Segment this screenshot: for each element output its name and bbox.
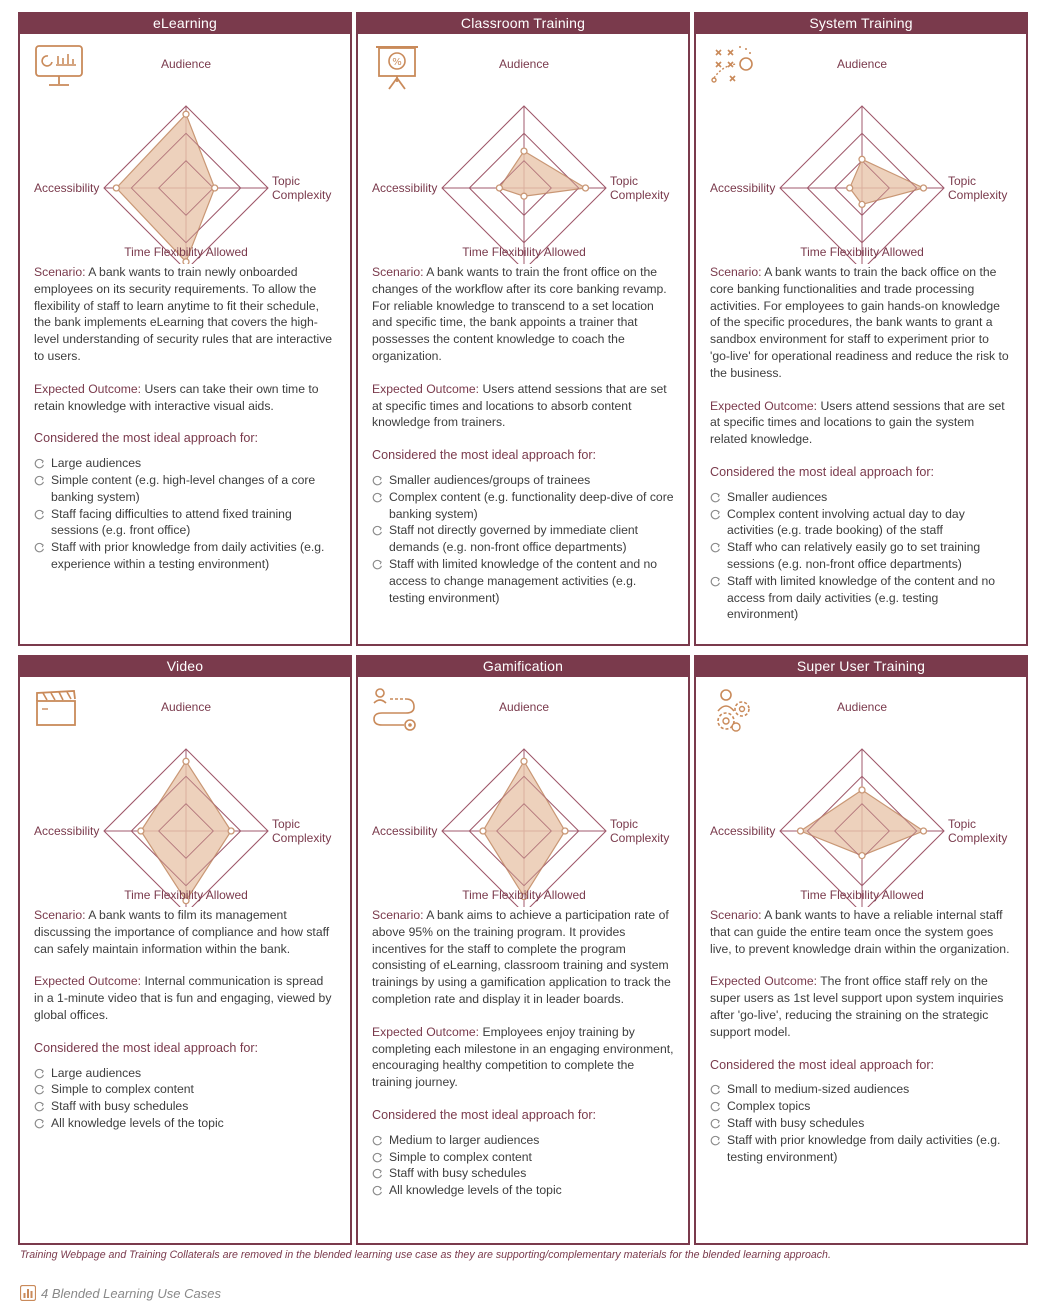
axis-label-accessibility: Accessibility: [372, 181, 438, 195]
bullet-icon: [710, 1101, 721, 1112]
outcome-text: Users can take their own time to retain knowledge with interactive visual aids.: [34, 381, 319, 413]
list-item-text: Staff with busy schedules: [51, 1099, 189, 1114]
list-item-text: Complex topics: [727, 1099, 811, 1114]
list-item: [710, 1098, 1012, 1115]
radar-point-topic: [228, 828, 234, 834]
list-item-text: Large audiences: [51, 1065, 142, 1080]
list-item: [372, 1149, 674, 1166]
expected-outcome: [372, 1024, 674, 1091]
list-item: [372, 489, 674, 523]
axis-label-topic: Topic: [948, 174, 977, 188]
bullet-icon: [34, 509, 45, 520]
ideal-list: [34, 1065, 336, 1132]
scenario: [34, 264, 336, 365]
radar-point-time: [521, 193, 527, 199]
list-item: [34, 1115, 336, 1132]
ideal-title: Considered the most ideal approach for:: [34, 431, 259, 446]
radar-point-time: [859, 201, 865, 207]
bullet-icon: [34, 1084, 45, 1095]
radar-data-area: [499, 151, 585, 196]
radar-point-access: [847, 185, 853, 191]
card-system-training: [694, 12, 1028, 646]
bullet-icon: [710, 1118, 721, 1129]
card-elearning: [18, 12, 352, 646]
bullet-icon: [34, 1101, 45, 1112]
scenario-text: A bank wants to train newly onboarded employees on its security requirements. To allow the flexibility of staff to learn anytime to fit their schedule, the bank implements eLearning that covers the high-level understanding of security rules that are interactive to users.: [34, 265, 333, 363]
list-item: [710, 1132, 1012, 1166]
outcome-label: Expected Outcome:: [372, 381, 480, 396]
expected-outcome: [372, 381, 674, 431]
outcome-label: Expected Outcome:: [372, 1024, 480, 1039]
scenario-label: Scenario:: [372, 265, 424, 279]
ideal-title: Considered the most ideal approach for:: [372, 448, 597, 463]
list-item-text: Staff with limited knowledge of the content and no access to change management activities (e.g. testing environment): [389, 556, 658, 605]
outcome-text: Employees enjoy training by completing each milestone in an engaging environment, encouraging healthy competition to complete the training journey.: [372, 1024, 674, 1090]
axis-label-topic: Topic: [610, 817, 639, 831]
ideal-list: [34, 455, 336, 573]
card-body: [20, 907, 350, 1132]
radar-point-audience: [859, 156, 865, 162]
card-super-user-training: [694, 655, 1028, 1245]
card-body: [20, 264, 350, 573]
list-item-text: Large audiences: [51, 456, 142, 471]
axis-label-topic: Topic: [948, 817, 977, 831]
list-item-text: All knowledge levels of the topic: [51, 1115, 224, 1130]
list-item-text: Smaller audiences: [727, 489, 828, 504]
expected-outcome: [34, 973, 336, 1023]
outcome-label: Expected Outcome:: [710, 974, 818, 989]
ideal-title: Considered the most ideal approach for:: [710, 464, 935, 479]
bullet-icon: [710, 1135, 721, 1146]
card-title: Super User Training: [696, 655, 1026, 677]
bullet-icon: [34, 458, 45, 469]
card-title: Classroom Training: [358, 12, 688, 34]
bullet-icon: [710, 576, 721, 587]
card-gamification: [356, 655, 690, 1245]
radar-point-topic: [562, 828, 568, 834]
list-item-text: Simple content (e.g. high-level changes of a core banking system): [51, 472, 316, 504]
list-item: [372, 522, 674, 556]
list-item: [34, 472, 336, 506]
bullet-icon: [710, 492, 721, 503]
list-item: [710, 539, 1012, 573]
bullet-icon: [372, 1185, 383, 1196]
axis-label-complexity: Complexity: [272, 831, 332, 845]
ideal-list: [372, 1132, 674, 1199]
ideal-title: Considered the most ideal approach for:: [34, 1040, 259, 1055]
list-item-text: Staff with limited knowledge of the content and no access from daily activities (e.g. testing environment): [727, 573, 996, 622]
radar-section: [358, 677, 688, 907]
axis-label-topic: Topic: [272, 174, 301, 188]
list-item: [710, 1081, 1012, 1098]
bullet-icon: [710, 509, 721, 520]
bullet-icon: [34, 1118, 45, 1129]
list-item-text: Smaller audiences/groups of trainees: [389, 472, 591, 487]
bullet-icon: [34, 542, 45, 553]
radar-point-topic: [583, 185, 589, 191]
scenario-label: Scenario:: [34, 265, 86, 279]
axis-label-time-flexibility: Time Flexibility Allowed: [124, 245, 248, 259]
outcome-text: Users attend sessions that are set at specific times and locations to absorb content knowledge from trainers.: [372, 381, 667, 430]
list-item: [34, 455, 336, 472]
scenario-text: A bank wants to film its management discussing the importance of compliance and how staff can safely maintain information within the bank.: [34, 908, 330, 956]
outcome-text: The front office staff rely on the super users as 1st level support upon system inquiries after 'go-live', reducing the straining on the strategic support model.: [710, 974, 1004, 1039]
list-item: [34, 1098, 336, 1115]
axis-label-complexity: Complexity: [272, 188, 332, 202]
radar-point-access: [480, 828, 486, 834]
list-item: [710, 506, 1012, 540]
radar-section: [696, 34, 1026, 264]
scenario-text: A bank wants to train the front office on the changes of the workflow after its core banking revamp. For reliable knowledge to transcend to a set location and specific time, the bank appoints a trainer that possesses the content knowledge to coach the organization.: [372, 265, 667, 363]
list-item-text: Staff not directly governed by immediate client demands (e.g. non-front office departments): [389, 523, 639, 555]
axis-label-accessibility: Accessibility: [372, 824, 438, 838]
radar-data-area: [801, 790, 924, 856]
bullet-icon: [372, 1152, 383, 1163]
axis-label-complexity: Complexity: [948, 188, 1008, 202]
list-item: [372, 1132, 674, 1149]
footnote: Training Webpage and Training Collaterals are removed in the blended learning use case as they are supporting/complementary materials for the blended learning approach.: [20, 1249, 831, 1261]
radar-point-topic: [921, 828, 927, 834]
ideal-list: [372, 472, 674, 606]
page-label-text: 4 Blended Learning Use Cases: [41, 1285, 221, 1301]
radar-point-topic: [212, 185, 218, 191]
radar-data-area: [141, 761, 231, 900]
list-item-text: Simple to complex content: [389, 1149, 532, 1164]
list-item-text: Staff facing difficulties to attend fixed training sessions (e.g. front office): [51, 506, 292, 538]
list-item-text: Staff with busy schedules: [389, 1166, 527, 1181]
list-item: [710, 489, 1012, 506]
scenario-label: Scenario:: [372, 908, 424, 922]
list-item-text: Small to medium-sized audiences: [727, 1082, 910, 1097]
radar-data-area: [483, 761, 565, 896]
bullet-icon: [34, 475, 45, 486]
list-item-text: Complex content (e.g. functionality deep-dive of core banking system): [389, 489, 674, 521]
radar-point-audience: [183, 758, 189, 764]
chart-icon: [20, 1285, 36, 1301]
list-item: [34, 539, 336, 573]
radar-point-audience: [521, 148, 527, 154]
card-classroom-training: [356, 12, 690, 646]
axis-label-time-flexibility: Time Flexibility Allowed: [462, 245, 586, 259]
axis-label-complexity: Complexity: [948, 831, 1008, 845]
axis-label-audience: Audience: [498, 700, 550, 714]
ideal-title: Considered the most ideal approach for:: [372, 1107, 597, 1122]
radar-point-audience: [183, 111, 189, 117]
bullet-icon: [372, 559, 383, 570]
axis-label-time-flexibility: Time Flexibility Allowed: [124, 888, 248, 902]
axis-label-accessibility: Accessibility: [710, 824, 776, 838]
bullet-icon: [710, 1084, 721, 1095]
svg-text:%: %: [392, 57, 402, 68]
radar-section: [696, 677, 1026, 907]
axis-label-audience: Audience: [836, 57, 888, 71]
page-label: [20, 1285, 221, 1301]
list-item: [710, 1115, 1012, 1132]
card-title: System Training: [696, 12, 1026, 34]
radar-point-audience: [521, 758, 527, 764]
list-item-text: Staff with busy schedules: [727, 1115, 865, 1130]
ideal-list: [710, 489, 1012, 623]
axis-label-topic: Topic: [272, 817, 301, 831]
scenario-text: A bank wants to have a reliable internal staff that can guide the entire team once the system goes live, to prevent knowledge drain within the organization.: [710, 908, 1010, 956]
list-item-text: All knowledge levels of the topic: [389, 1183, 562, 1198]
card-body: [696, 264, 1026, 623]
card-title: eLearning: [20, 12, 350, 34]
axis-label-complexity: Complexity: [610, 188, 670, 202]
scenario-label: Scenario:: [34, 908, 86, 922]
scenario-text: A bank aims to achieve a participation rate of above 95% on the training program. It provides incentives for the staff to complete the program consisting of eLearning, classroom training and system trainings by using a gamification application to track the completion rate and display it in leader boards.: [372, 908, 671, 1006]
outcome-text: Users attend sessions that are set at specific times and locations to gain the system related knowledge.: [710, 398, 1005, 447]
radar-point-time: [859, 853, 865, 859]
outcome-label: Expected Outcome:: [710, 398, 818, 413]
card-body: [358, 907, 688, 1199]
list-item: [372, 1165, 674, 1182]
bullet-icon: [372, 1135, 383, 1146]
axis-label-accessibility: Accessibility: [34, 181, 100, 195]
expected-outcome: [710, 398, 1012, 448]
ideal-list: [710, 1081, 1012, 1165]
list-item: [372, 472, 674, 489]
list-item: [372, 1182, 674, 1199]
radar-point-time: [183, 259, 189, 264]
axis-label-audience: Audience: [160, 57, 212, 71]
bullet-icon: [34, 1068, 45, 1079]
radar-section: [20, 677, 350, 907]
axis-label-accessibility: Accessibility: [710, 181, 776, 195]
axis-label-audience: Audience: [160, 700, 212, 714]
list-item: [372, 556, 674, 606]
axis-label-time-flexibility: Time Flexibility Allowed: [800, 245, 924, 259]
scenario: [710, 264, 1012, 382]
expected-outcome: [34, 381, 336, 415]
outcome-label: Expected Outcome:: [34, 381, 142, 396]
scenario: [34, 907, 336, 957]
scenario: [372, 264, 674, 365]
radar-point-audience: [859, 787, 865, 793]
radar-point-access: [113, 185, 119, 191]
radar-data-area: [850, 159, 924, 204]
list-item-text: Simple to complex content: [51, 1082, 194, 1097]
list-item-text: Medium to larger audiences: [389, 1132, 540, 1147]
card-video: [18, 655, 352, 1245]
axis-label-accessibility: Accessibility: [34, 824, 100, 838]
bullet-icon: [710, 542, 721, 553]
list-item-text: Staff with prior knowledge from daily activities (e.g. experience within a testing environment): [51, 540, 325, 571]
scenario-text: A bank wants to train the back office on the core banking functionalities and trade processing activities. For employees to gain hands-on knowledge of the specific procedures, the bank wants to grant a sandbox environment for staff to experiment prior to 'go-live' for operational readiness and reduce the risk to the business.: [710, 265, 1009, 380]
axis-label-audience: Audience: [836, 700, 888, 714]
scenario: [372, 907, 674, 1008]
outcome-text: Internal communication is spread in a 1-minute video that is fun and engaging, viewed by global offices.: [34, 974, 332, 1022]
axis-label-topic: Topic: [610, 174, 639, 188]
radar-section: [358, 34, 688, 264]
bullet-icon: [372, 475, 383, 486]
list-item-text: Staff who can relatively easily go to set training sessions (e.g. non-front office departments): [727, 540, 981, 571]
list-item: [34, 1081, 336, 1098]
card-title: Gamification: [358, 655, 688, 677]
axis-label-time-flexibility: Time Flexibility Allowed: [462, 888, 586, 902]
list-item: [34, 506, 336, 540]
card-title: Video: [20, 655, 350, 677]
axis-label-time-flexibility: Time Flexibility Allowed: [800, 888, 924, 902]
bullet-icon: [372, 525, 383, 536]
scenario-label: Scenario:: [710, 265, 762, 279]
radar-section: [20, 34, 350, 264]
bullet-icon: [372, 1168, 383, 1179]
list-item: [710, 573, 1012, 623]
list-item: [34, 1065, 336, 1082]
list-item-text: Staff with prior knowledge from daily activities (e.g. testing environment): [727, 1132, 1001, 1164]
outcome-label: Expected Outcome:: [34, 974, 142, 989]
radar-point-access: [138, 828, 144, 834]
axis-label-complexity: Complexity: [610, 831, 670, 845]
expected-outcome: [710, 973, 1012, 1040]
bullet-icon: [372, 492, 383, 503]
radar-point-access: [496, 185, 502, 191]
card-body: [696, 907, 1026, 1165]
ideal-title: Considered the most ideal approach for:: [710, 1057, 935, 1072]
scenario: [710, 907, 1012, 957]
list-item-text: Complex content involving actual day to day activities (e.g. trade booking) of the staff: [727, 506, 965, 538]
radar-point-topic: [921, 185, 927, 191]
scenario-label: Scenario:: [710, 908, 762, 922]
radar-point-access: [798, 828, 804, 834]
axis-label-audience: Audience: [498, 57, 550, 71]
card-body: [358, 264, 688, 606]
